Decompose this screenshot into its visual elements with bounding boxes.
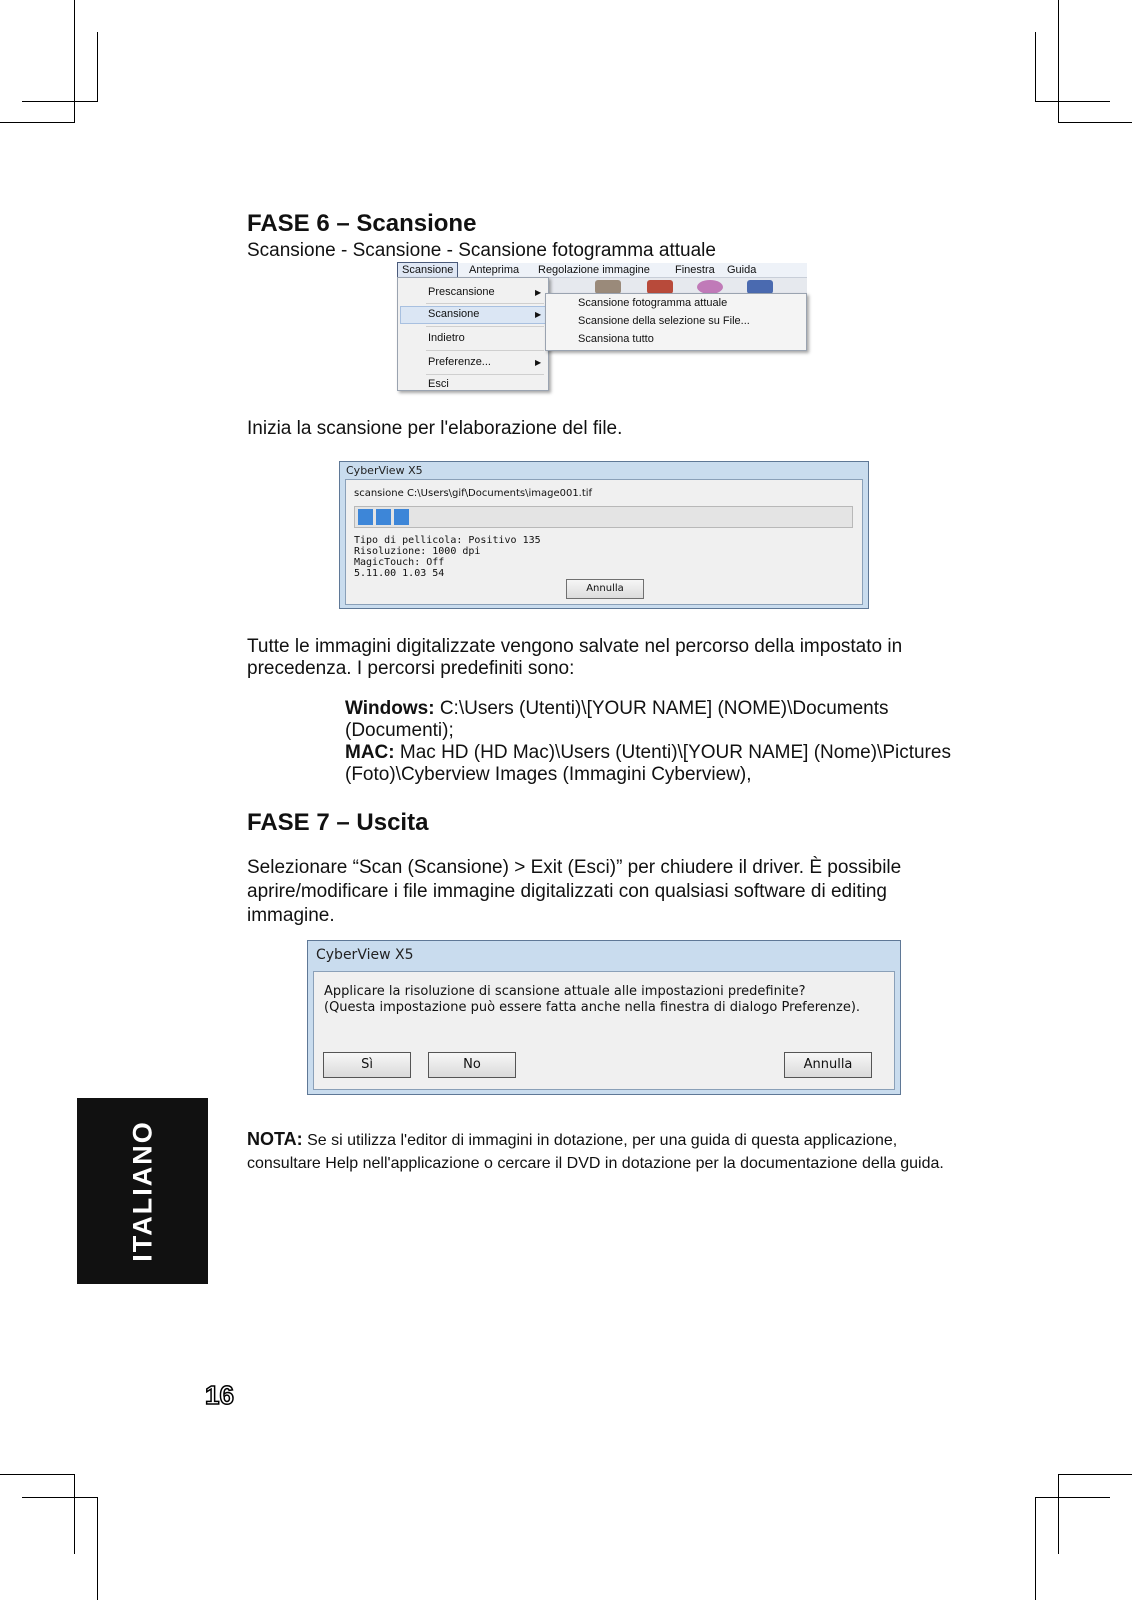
dialog-title: CyberView X5 — [346, 464, 423, 477]
scan-intro-text: Inizia la scansione per l'elaborazione del file. — [247, 418, 623, 439]
menu-divider — [426, 303, 544, 304]
progress-dialog — [339, 461, 869, 609]
crop-mark — [1035, 32, 1036, 102]
dialog-message-line1: Applicare la risoluzione di scansione attuale alle impostazioni predefinite? — [324, 984, 806, 999]
submenu-item-current-frame[interactable]: Scansione fotogramma attuale — [578, 297, 728, 309]
info-film-type: Tipo di pellicola: Positivo 135 — [354, 535, 541, 546]
chevron-right-icon: ▶ — [535, 358, 542, 367]
tool-icon[interactable] — [747, 280, 773, 294]
note-label: NOTA: — [247, 1129, 303, 1149]
confirm-dialog — [307, 940, 901, 1095]
language-tab — [77, 1098, 208, 1284]
windows-label: Windows: — [345, 698, 435, 719]
crop-mark — [22, 101, 97, 102]
crop-mark — [1058, 122, 1132, 123]
crop-mark — [74, 0, 75, 123]
cancel-button[interactable]: Annulla — [566, 579, 644, 599]
menu-item-indietro[interactable]: Indietro — [428, 332, 465, 344]
windows-path: C:\Users (Utenti)\[YOUR NAME] (NOME)\Documents (Documenti); — [345, 698, 889, 741]
page-number: 16 — [205, 1380, 234, 1410]
crop-mark — [1058, 0, 1059, 123]
mac-path: Mac HD (HD Mac)\Users (Utenti)\[YOUR NAME] (Nome)\Pictures (Foto)\Cyberview Images (Immagini Cyberview), — [345, 742, 951, 785]
no-button[interactable]: No — [428, 1052, 516, 1078]
windows-path-line — [345, 698, 965, 742]
scan-path: scansione C:\Users\gif\Documents\image001.tif — [354, 488, 593, 499]
menu-anteprima[interactable]: Anteprima — [469, 264, 520, 276]
save-location-text: Tutte le immagini digitalizzate vengono salvate nel percorso della impostato in precedenza. I percorsi predefiniti sono: — [247, 636, 903, 679]
progress-block — [358, 509, 373, 525]
color-wheel-icon[interactable] — [697, 280, 723, 294]
step7-heading: FASE 7 – Uscita — [247, 809, 429, 836]
menu-guida[interactable]: Guida — [727, 264, 757, 276]
crop-mark — [1058, 1474, 1132, 1475]
film-icon[interactable] — [595, 280, 621, 294]
dialog-message — [324, 984, 860, 1016]
dialog-title: CyberView X5 — [316, 947, 414, 963]
progress-block — [376, 509, 391, 525]
crop-mark — [1058, 1474, 1059, 1554]
menu-scansione[interactable]: Scansione — [397, 262, 458, 278]
menu-divider — [426, 326, 544, 327]
menu-item-esci[interactable]: Esci — [428, 378, 449, 390]
dialog-message-line2: (Questa impostazione può essere fatta anche nella finestra di dialogo Preferenze). — [324, 1000, 861, 1015]
submenu-item-scan-all[interactable]: Scansiona tutto — [578, 333, 654, 345]
filmstrip-icon[interactable] — [647, 280, 673, 294]
crop-mark — [74, 1474, 75, 1554]
step6-subtitle: Scansione - Scansione - Scansione fotogramma attuale — [247, 240, 716, 261]
mac-path-line — [345, 742, 965, 786]
progress-bar — [354, 506, 853, 528]
crop-mark — [1035, 101, 1110, 102]
note-text: Se si utilizza l'editor di immagini in dotazione, per una guida di questa applicazione, consultare Help nell'applicazione o cercare il DVD in dotazione per la documentazione della guida. — [247, 1132, 944, 1172]
default-paths — [345, 698, 965, 786]
dialog-body — [345, 479, 863, 605]
scan-info — [354, 535, 541, 579]
crop-mark — [1035, 1497, 1110, 1498]
menu-item-preferenze[interactable]: Preferenze... — [428, 356, 491, 368]
yes-button[interactable]: Sì — [323, 1052, 411, 1078]
chevron-right-icon: ▶ — [535, 288, 542, 297]
scan-submenu — [545, 293, 807, 351]
info-magictouch: MagicTouch: Off — [354, 557, 445, 568]
dialog-body — [313, 971, 895, 1090]
menu-divider — [426, 374, 544, 375]
language-label: ITALIANO — [127, 1120, 157, 1262]
scan-menu-screenshot — [397, 263, 807, 393]
menu-item-scansione[interactable]: Scansione — [428, 308, 480, 320]
crop-mark — [22, 1497, 97, 1498]
submenu-item-selection-to-file[interactable]: Scansione della selezione su File... — [578, 315, 750, 327]
note — [247, 1128, 967, 1175]
crop-mark — [97, 1497, 98, 1600]
step6-heading: FASE 6 – Scansione — [247, 210, 477, 237]
cancel-button[interactable]: Annulla — [784, 1052, 872, 1078]
info-resolution: Risoluzione: 1000 dpi — [354, 546, 481, 557]
menu-divider — [426, 350, 544, 351]
info-version: 5.11.00 1.03 54 — [354, 568, 445, 579]
menu-regolazione[interactable]: Regolazione immagine — [538, 264, 650, 276]
chevron-right-icon: ▶ — [535, 310, 542, 319]
crop-mark — [1035, 1497, 1036, 1600]
menu-finestra[interactable]: Finestra — [675, 264, 715, 276]
step7-text: Selezionare “Scan (Scansione) > Exit (Esci)” per chiudere il driver. È possibile aprire/modificare i file immagine digitalizzati con qualsiasi software di editing immagine. — [247, 857, 902, 926]
mac-label: MAC: — [345, 742, 395, 763]
crop-mark — [0, 122, 75, 123]
menu-item-prescansione[interactable]: Prescansione — [428, 286, 495, 298]
crop-mark — [0, 1474, 75, 1475]
scan-dropdown-menu — [397, 277, 549, 391]
progress-block — [394, 509, 409, 525]
menu-bar — [397, 263, 807, 278]
crop-mark — [97, 32, 98, 102]
